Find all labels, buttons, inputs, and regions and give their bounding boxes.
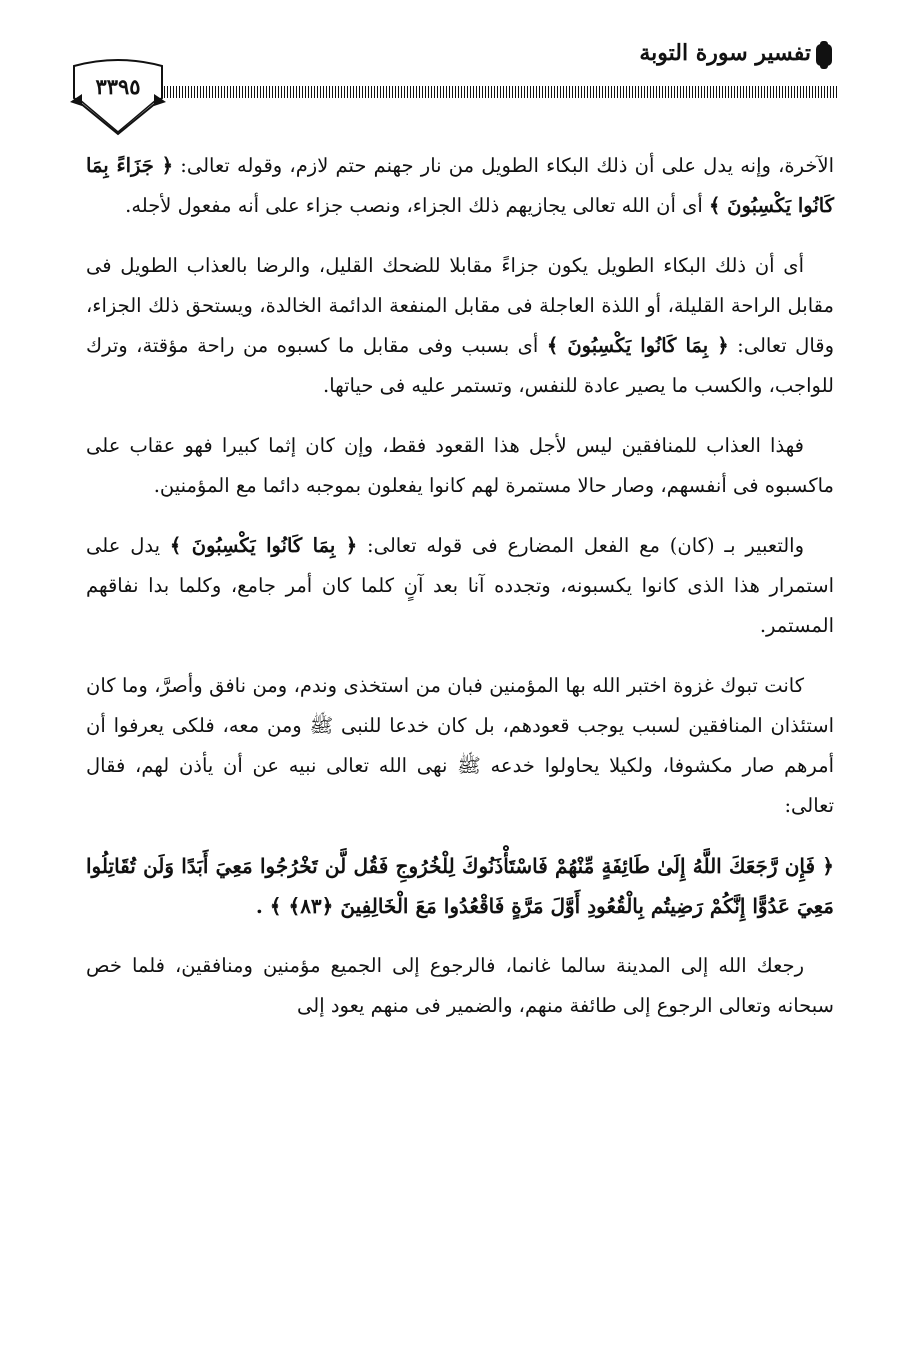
- header-ornament-icon: [816, 44, 832, 66]
- page-number-frame-icon: [68, 56, 168, 146]
- paragraph: والتعبير بـ (كان) مع الفعل المضارع فى قوله تعالى: ﴿ بِمَا كَانُوا يَكْسِبُونَ ﴾ يدل على استمرار هذا الذى كانوا يكسبونه، وتجدده آنا بعد آنٍ كلما كان أمر جامع، وكلما بدا نفاقهم المستمر.: [86, 534, 834, 637]
- body-text: [86, 146, 834, 1046]
- paragraph: الآخرة، وإنه يدل على أن ذلك البكاء الطويل من نار جهنم حتم لازم، وقوله تعالى: ﴿ جَزَاءً بِمَا كَانُوا يَكْسِبُونَ ﴾ أى أن الله تعالى يجازيهم ذلك الجزاء، ونصب جزاء على أنه مفعول لأجله.: [86, 154, 834, 217]
- paragraph: رجعك الله إلى المدينة سالما غانما، فالرجوع إلى الجميع مؤمنين ومنافقين، فلما خص سبحانه وتعالى الرجوع إلى طائفة منهم، والضمير فى منهم يعود إلى: [86, 954, 834, 1017]
- quran-quote: ﴿ بِمَا كَانُوا يَكْسِبُونَ ﴾: [546, 334, 729, 357]
- header-rule: [158, 86, 838, 98]
- paragraph: فهذا العذاب للمنافقين ليس لأجل هذا القعود فقط، وإن كان إثما كبيرا فهو عقاب على ماكسبوه فى أنفسهم، وصار حالا مستمرة لهم كانوا يفعلون بموجبه دائما مع المؤمنين.: [86, 434, 834, 497]
- paragraph: كانت تبوك غزوة اختبر الله بها المؤمنين فبان من استخذى وندم، ومن نافق وأصرَّ، وما كان استئذان المنافقين لسبب يوجب قعودهم، بل كان خدعا للنبى ﷺ ومن معه، فلكى يعرفوا أن أمرهم صار مكشوفا، ولكيلا يحاولوا خدعه ﷺ نهى الله تعالى نبيه عن أن يأذن لهم، فقال تعالى:: [86, 674, 834, 817]
- running-header-title: تفسير سورة التوبة: [639, 40, 811, 66]
- page-number-badge: [68, 56, 168, 146]
- paragraph: أى أن ذلك البكاء الطويل يكون جزاءً مقابلا للضحك القليل، والرضا بالعذاب الطويل فى مقابل الراحة القليلة، أو اللذة العاجلة فى مقابل المنفعة الدائمة الخالدة، ويستحق ذلك الجزاء، وقال تعالى: ﴿ بِمَا كَانُوا يَكْسِبُونَ ﴾ أى بسبب وفى مقابل ما كسبوه من راحة مؤقتة، وترك للواجب، والكسب ما يصير عادة للنفس، وتستمر عليه فى حياتها.: [86, 254, 834, 397]
- page-number: ٣٣٩٥: [95, 74, 141, 99]
- quran-quote: ﴿ بِمَا كَانُوا يَكْسِبُونَ ﴾: [169, 534, 358, 557]
- quran-verse-block: ﴿ فَإِن رَّجَعَكَ اللَّهُ إِلَىٰ طَائِفَةٍ مِّنْهُمْ فَاسْتَأْذَنُوكَ لِلْخُرُوجِ فَقُل لَّن تَخْرُجُوا مَعِيَ أَبَدًا وَلَن تُقَاتِلُوا مَعِيَ عَدُوًّا إِنَّكُمْ رَضِيتُم بِالْقُعُودِ أَوَّلَ مَرَّةٍ فَاقْعُدُوا مَعَ الْخَالِفِينَ ﴿٨٣﴾ ﴾ .: [86, 854, 834, 918]
- quran-quote: ﴿ جَزَاءً بِمَا كَانُوا يَكْسِبُونَ ﴾: [86, 154, 834, 217]
